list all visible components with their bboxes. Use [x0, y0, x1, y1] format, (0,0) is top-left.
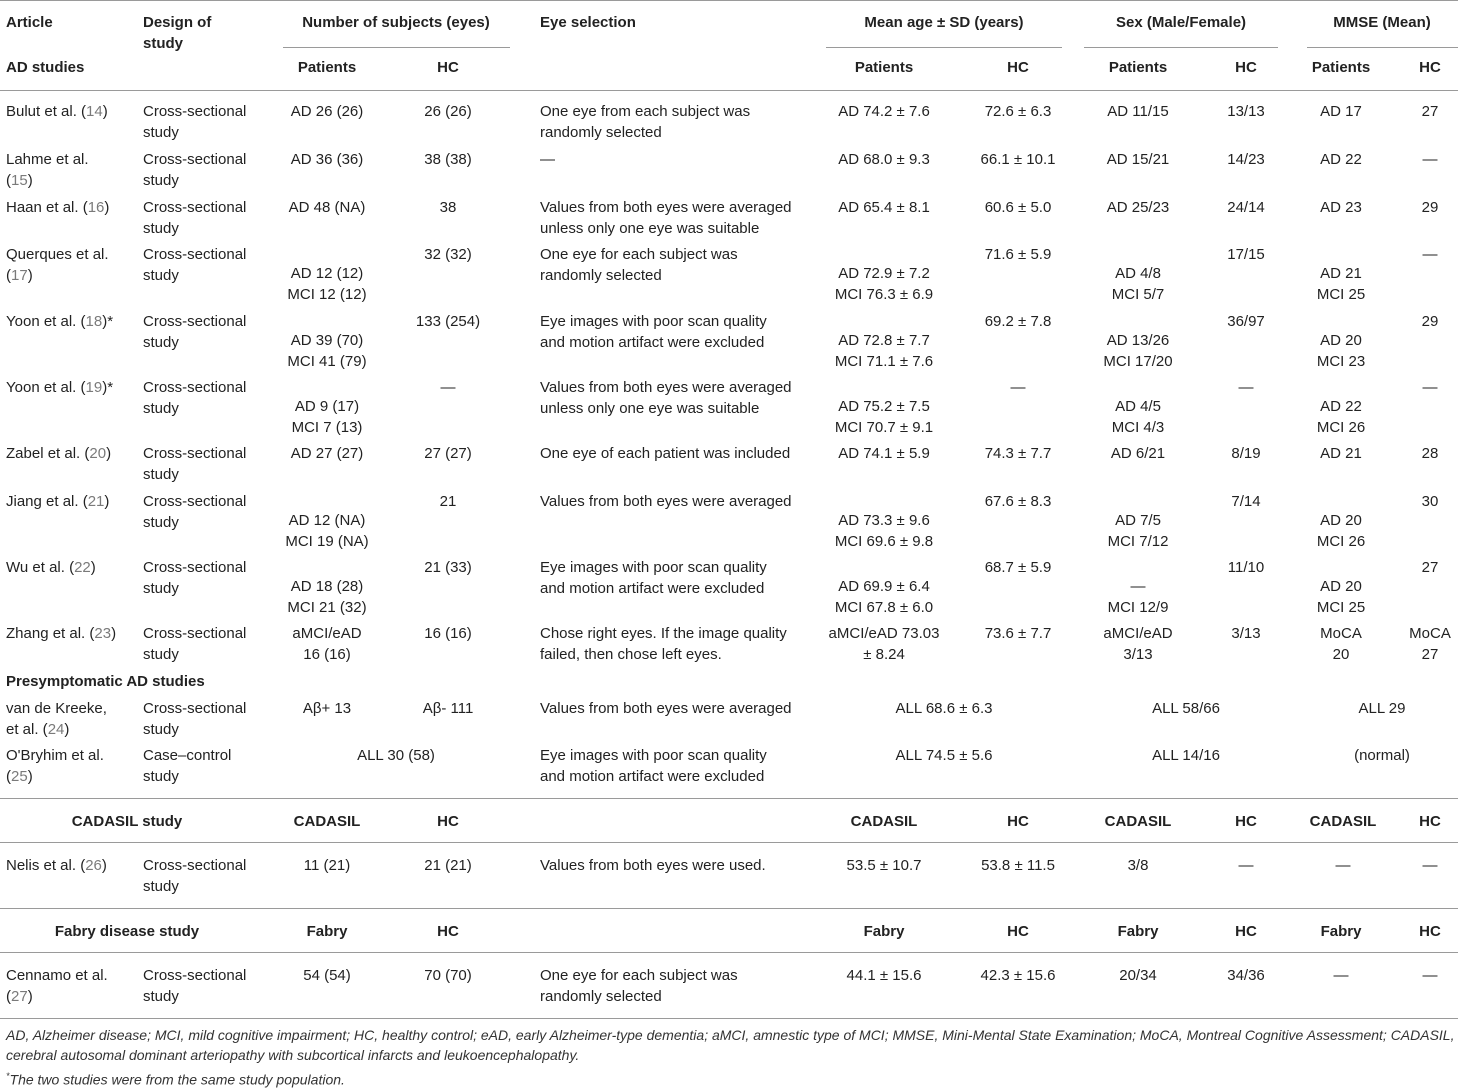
section-ad-studies: AD studies — [6, 59, 85, 76]
design-cell: Cross-sectional study — [143, 199, 247, 237]
header-mmse-cadasil: CADASIL — [1309, 813, 1377, 830]
patients-age: AD 69.9 ± 6.4 MCI 67.8 ± 6.0 — [834, 578, 934, 616]
hc-subjects: Aβ- 111 — [422, 700, 474, 717]
hc-age: 66.1 ± 10.1 — [980, 151, 1056, 168]
section-fabry: Fabry disease study — [54, 923, 200, 940]
header-subj-hc: HC — [437, 813, 459, 830]
section-presymptomatic: Presymptomatic AD studies — [6, 673, 205, 690]
patients-mmse: AD 20 MCI 23 — [1316, 332, 1366, 370]
table-row-article: Lahme et al. (15) — [6, 151, 89, 189]
eye-selection-cell: Values from both eyes were averaged unless only one eye was suitable — [540, 379, 792, 417]
table-row-article: Jiang et al. (21) — [6, 493, 110, 510]
reference-link[interactable]: 25 — [11, 768, 28, 785]
hc-age: 68.7 ± 5.9 — [984, 559, 1052, 576]
reference-link[interactable]: 15 — [11, 172, 28, 189]
hc-sex: 17/15 — [1227, 246, 1265, 263]
table-row-article: Wu et al. (22) — [6, 559, 96, 576]
patients-sex: — MCI 12/9 — [1107, 578, 1169, 616]
hc-sex: 13/13 — [1227, 103, 1265, 120]
eye-selection-cell: Values from both eyes were averaged — [540, 493, 792, 510]
header-mmse-patients: Patients — [1311, 59, 1371, 76]
patients-subjects: Aβ+ 13 — [302, 700, 352, 717]
header-age: Mean age ± SD (years) — [864, 14, 1024, 31]
patients-subjects: AD 39 (70) MCI 41 (79) — [287, 332, 367, 370]
eye-selection-cell: Eye images with poor scan quality and motion artifact were excluded — [540, 313, 767, 351]
hc-mmse: 27 — [1421, 103, 1439, 120]
header-sex-hc: HC — [1235, 813, 1257, 830]
all-age: ALL 74.5 ± 5.6 — [895, 747, 993, 764]
design-cell: Cross-sectional study — [143, 559, 247, 597]
patients-age: AD 75.2 ± 7.5 MCI 70.7 ± 9.1 — [834, 398, 934, 436]
patients-sex: AD 11/15 — [1107, 103, 1169, 120]
patients-mmse: — — [1335, 857, 1351, 874]
patients-age: 53.5 ± 10.7 — [846, 857, 922, 874]
hc-sex: 8/19 — [1231, 445, 1261, 462]
reference-link[interactable]: 22 — [74, 559, 91, 576]
design-cell: Case–control study — [143, 747, 232, 785]
header-design: Design of study — [143, 14, 212, 52]
header-mmse: MMSE (Mean) — [1333, 14, 1431, 31]
eye-selection-cell: One eye for each subject was randomly selected — [540, 246, 738, 284]
reference-link[interactable]: 24 — [47, 721, 65, 738]
hc-mmse: — — [1422, 967, 1438, 984]
patients-subjects: AD 27 (27) — [290, 445, 364, 462]
patients-subjects: AD 48 (NA) — [288, 199, 366, 216]
hc-age: 69.2 ± 7.8 — [984, 313, 1052, 330]
header-sex-fabry: Fabry — [1117, 923, 1159, 940]
table-row-article: Haan et al. (16) — [6, 199, 110, 216]
table-row-article: van de Kreeke, et al. (24) — [6, 700, 107, 738]
header-mmse-fabry: Fabry — [1320, 923, 1362, 940]
header-mmse-hc: HC — [1419, 59, 1441, 76]
patients-subjects: AD 12 (NA) MCI 19 (NA) — [285, 512, 369, 550]
design-cell: Cross-sectional study — [143, 246, 247, 284]
patients-subjects: AD 18 (28) MCI 21 (32) — [287, 578, 367, 616]
patients-sex: AD 4/8 MCI 5/7 — [1111, 265, 1165, 303]
eye-selection-cell: Values from both eyes were used. — [540, 857, 766, 874]
table-row-article: Yoon et al. (19)* — [6, 379, 114, 396]
eye-selection-cell: One eye for each subject was randomly selected — [540, 967, 738, 1005]
hc-sex: 14/23 — [1227, 151, 1265, 168]
reference-link[interactable]: 27 — [11, 988, 28, 1005]
patients-subjects: AD 9 (17) MCI 7 (13) — [291, 398, 363, 436]
header-bottom-rule — [0, 90, 1458, 91]
hc-subjects: 38 — [439, 199, 457, 216]
hc-sex: 7/14 — [1231, 493, 1261, 510]
patients-subjects: 54 (54) — [303, 967, 351, 984]
hc-age: 71.6 ± 5.9 — [984, 246, 1052, 263]
section-cadasil: CADASIL study — [71, 813, 183, 830]
cadasil-header-rule — [0, 842, 1458, 843]
patients-age: AD 72.8 ± 7.7 MCI 71.1 ± 7.6 — [834, 332, 934, 370]
header-age-patients: Patients — [854, 59, 914, 76]
hc-subjects: 32 (32) — [424, 246, 472, 263]
hc-mmse: MoCA 27 — [1409, 625, 1451, 663]
reference-link[interactable]: 21 — [87, 493, 105, 510]
header-sex-hc: HC — [1235, 59, 1257, 76]
header-subj-patients: Patients — [297, 59, 357, 76]
patients-mmse: AD 17 — [1320, 103, 1362, 120]
patients-sex: AD 13/26 MCI 17/20 — [1103, 332, 1173, 370]
patients-age: AD 68.0 ± 9.3 — [838, 151, 930, 168]
design-cell: Cross-sectional study — [143, 967, 247, 1005]
hc-age: 60.6 ± 5.0 — [984, 199, 1052, 216]
all-subjects: ALL 30 (58) — [357, 747, 435, 764]
eye-selection-cell: One eye from each subject was randomly selected — [540, 103, 751, 141]
patients-subjects: AD 26 (26) — [290, 103, 364, 120]
all-sex: ALL 14/16 — [1152, 747, 1220, 764]
hc-subjects: 21 (33) — [424, 559, 472, 576]
hc-mmse: — — [1422, 151, 1438, 168]
hc-age: 53.8 ± 11.5 — [981, 857, 1055, 874]
hc-sex: — — [1238, 857, 1254, 874]
design-cell: Cross-sectional study — [143, 493, 247, 531]
hc-age: 72.6 ± 6.3 — [984, 103, 1052, 120]
header-age-fabry: Fabry — [863, 923, 905, 940]
patients-age: AD 72.9 ± 7.2 MCI 76.3 ± 6.9 — [834, 265, 934, 303]
header-subj-fabry: Fabry — [306, 923, 348, 940]
hc-subjects: — — [440, 379, 456, 396]
reference-link[interactable]: 14 — [86, 103, 103, 120]
reference-link[interactable]: 18 — [85, 313, 103, 330]
reference-link[interactable]: 17 — [11, 267, 28, 284]
patients-sex: AD 4/5 MCI 4/3 — [1111, 398, 1165, 436]
hc-mmse: 27 — [1421, 559, 1439, 576]
header-sex-hc: HC — [1235, 923, 1257, 940]
patients-age: AD 74.2 ± 7.6 — [838, 103, 930, 120]
header-age-hc: HC — [1007, 813, 1029, 830]
patients-sex: AD 7/5 MCI 7/12 — [1107, 512, 1169, 550]
hc-mmse: — — [1422, 857, 1438, 874]
header-mmse-hc: HC — [1419, 923, 1441, 940]
header-age-cadasil: CADASIL — [850, 813, 918, 830]
hc-sex: 34/36 — [1227, 967, 1265, 984]
table-row-article: Zabel et al. (20) — [6, 445, 112, 462]
hc-subjects: 21 — [439, 493, 457, 510]
table-bottom-rule — [0, 1018, 1458, 1019]
eye-selection-cell: One eye of each patient was included — [540, 445, 791, 462]
reference-link[interactable]: 19 — [85, 379, 103, 396]
patients-subjects: aMCI/eAD 16 (16) — [292, 625, 362, 663]
patients-mmse: AD 20 MCI 25 — [1316, 578, 1366, 616]
table-row-article: Yoon et al. (18)* — [6, 313, 114, 330]
all-mmse: (normal) — [1354, 747, 1410, 764]
hc-subjects: 70 (70) — [424, 967, 472, 984]
hc-age: 74.3 ± 7.7 — [984, 445, 1052, 462]
patients-age: AD 73.3 ± 9.6 MCI 69.6 ± 9.8 — [834, 512, 934, 550]
header-eye-selection: Eye selection — [540, 14, 636, 31]
header-sex-patients: Patients — [1108, 59, 1168, 76]
eye-selection-cell: Values from both eyes were averaged — [540, 700, 792, 717]
hc-mmse: 29 — [1421, 313, 1439, 330]
reference-link[interactable]: 20 — [89, 445, 107, 462]
header-subj-cadasil: CADASIL — [293, 813, 361, 830]
header-age-hc: HC — [1007, 923, 1029, 940]
hc-mmse: 30 — [1421, 493, 1439, 510]
reference-link[interactable]: 26 — [85, 857, 102, 874]
hc-subjects: 21 (21) — [424, 857, 472, 874]
fabry-header-rule — [0, 952, 1458, 953]
age-header-rule — [826, 47, 1062, 48]
design-cell: Cross-sectional study — [143, 103, 247, 141]
design-cell: Cross-sectional study — [143, 857, 247, 895]
eye-selection-cell: — — [540, 151, 555, 168]
table-row-article: Bulut et al. (14) — [6, 103, 108, 120]
eye-selection-cell: Chose right eyes. If the image quality failed, then chose left eyes. — [540, 625, 787, 663]
eye-selection-cell: Eye images with poor scan quality and motion artifact were excluded — [540, 559, 767, 597]
fabry-top-rule — [0, 908, 1458, 909]
hc-subjects: 38 (38) — [424, 151, 472, 168]
hc-mmse: 28 — [1421, 445, 1439, 462]
design-cell: Cross-sectional study — [143, 151, 247, 189]
header-age-hc: HC — [1007, 59, 1029, 76]
all-age: ALL 68.6 ± 6.3 — [895, 700, 993, 717]
hc-mmse: — — [1422, 246, 1438, 263]
table-row-article: Nelis et al. (26) — [6, 857, 107, 874]
patients-mmse: AD 20 MCI 26 — [1316, 512, 1366, 550]
design-cell: Cross-sectional study — [143, 379, 247, 417]
patients-subjects: 11 (21) — [303, 857, 351, 874]
patients-age: 44.1 ± 15.6 — [846, 967, 922, 984]
top-rule — [0, 0, 1458, 1]
header-article: Article — [6, 14, 53, 31]
hc-subjects: 26 (26) — [424, 103, 472, 120]
hc-sex: 36/97 — [1227, 313, 1265, 330]
hc-sex: 3/13 — [1231, 625, 1261, 642]
hc-subjects: 27 (27) — [424, 445, 472, 462]
hc-sex: 11/10 — [1227, 559, 1265, 576]
hc-mmse: — — [1422, 379, 1438, 396]
patients-subjects: AD 12 (12) MCI 12 (12) — [287, 265, 367, 303]
header-subj-hc: HC — [437, 59, 459, 76]
footnote-same-population: *The two studies were from the same study population. — [6, 1071, 345, 1088]
header-mmse-hc: HC — [1419, 813, 1441, 830]
eye-selection-cell: Values from both eyes were averaged unless only one eye was suitable — [540, 199, 792, 237]
hc-age: — — [1010, 379, 1026, 396]
hc-age: 73.6 ± 7.7 — [984, 625, 1052, 642]
header-subj-hc: HC — [437, 923, 459, 940]
hc-age: 67.6 ± 8.3 — [984, 493, 1052, 510]
hc-mmse: 29 — [1421, 199, 1439, 216]
patients-age: AD 74.1 ± 5.9 — [838, 445, 930, 462]
patients-sex: AD 15/21 — [1106, 151, 1170, 168]
sex-header-rule — [1084, 47, 1278, 48]
patients-mmse: — — [1333, 967, 1349, 984]
patients-mmse: AD 22 MCI 26 — [1316, 398, 1366, 436]
design-cell: Cross-sectional study — [143, 700, 247, 738]
cadasil-top-rule — [0, 798, 1458, 799]
mmse-header-rule — [1307, 47, 1458, 48]
patients-sex: 20/34 — [1119, 967, 1157, 984]
design-cell: Cross-sectional study — [143, 625, 247, 663]
eye-selection-cell: Eye images with poor scan quality and motion artifact were excluded — [540, 747, 767, 785]
all-mmse: ALL 29 — [1358, 700, 1406, 717]
patients-sex: aMCI/eAD 3/13 — [1103, 625, 1173, 663]
hc-age: 42.3 ± 15.6 — [980, 967, 1056, 984]
hc-sex: 24/14 — [1227, 199, 1265, 216]
table-row-article: Zhang et al. (23) — [6, 625, 117, 642]
patients-age: AD 65.4 ± 8.1 — [838, 199, 930, 216]
patients-mmse: MoCA 20 — [1320, 625, 1362, 663]
subjects-header-rule — [283, 47, 510, 48]
reference-link[interactable]: 23 — [94, 625, 112, 642]
footnote-abbreviations: AD, Alzheimer disease; MCI, mild cognitive impairment; HC, healthy control; eAD, early Alzheimer-type dementia; aMCI, amnestic type of MCI; MMSE, Mini-Mental State Examination; MoCA, Montreal Cognitive Assessment; CADASIL, cerebral autosomal dominant arteriopathy with subcortical infarcts and leukoencephalopathy. — [6, 1027, 1455, 1063]
design-cell: Cross-sectional study — [143, 313, 247, 351]
patients-subjects: AD 36 (36) — [290, 151, 364, 168]
patients-mmse: AD 22 — [1320, 151, 1362, 168]
patients-sex: 3/8 — [1127, 857, 1149, 874]
header-sex-cadasil: CADASIL — [1104, 813, 1172, 830]
patients-mmse: AD 21 — [1320, 445, 1362, 462]
all-sex: ALL 58/66 — [1152, 700, 1220, 717]
patients-sex: AD 6/21 — [1110, 445, 1166, 462]
patients-age: aMCI/eAD 73.03 ± 8.24 — [828, 625, 940, 663]
design-cell: Cross-sectional study — [143, 445, 247, 483]
patients-mmse: AD 21 MCI 25 — [1316, 265, 1366, 303]
hc-subjects: 16 (16) — [424, 625, 472, 642]
hc-subjects: 133 (254) — [415, 313, 481, 330]
table-row-article: Querques et al. (17) — [6, 246, 109, 284]
header-sex: Sex (Male/Female) — [1115, 14, 1247, 31]
table-row-article: Cennamo et al. (27) — [6, 967, 108, 1005]
header-subjects: Number of subjects (eyes) — [302, 14, 490, 31]
hc-sex: — — [1238, 379, 1254, 396]
reference-link[interactable]: 16 — [87, 199, 105, 216]
table-row-article: O'Bryhim et al. (25) — [6, 747, 104, 785]
patients-sex: AD 25/23 — [1106, 199, 1170, 216]
patients-mmse: AD 23 — [1320, 199, 1362, 216]
